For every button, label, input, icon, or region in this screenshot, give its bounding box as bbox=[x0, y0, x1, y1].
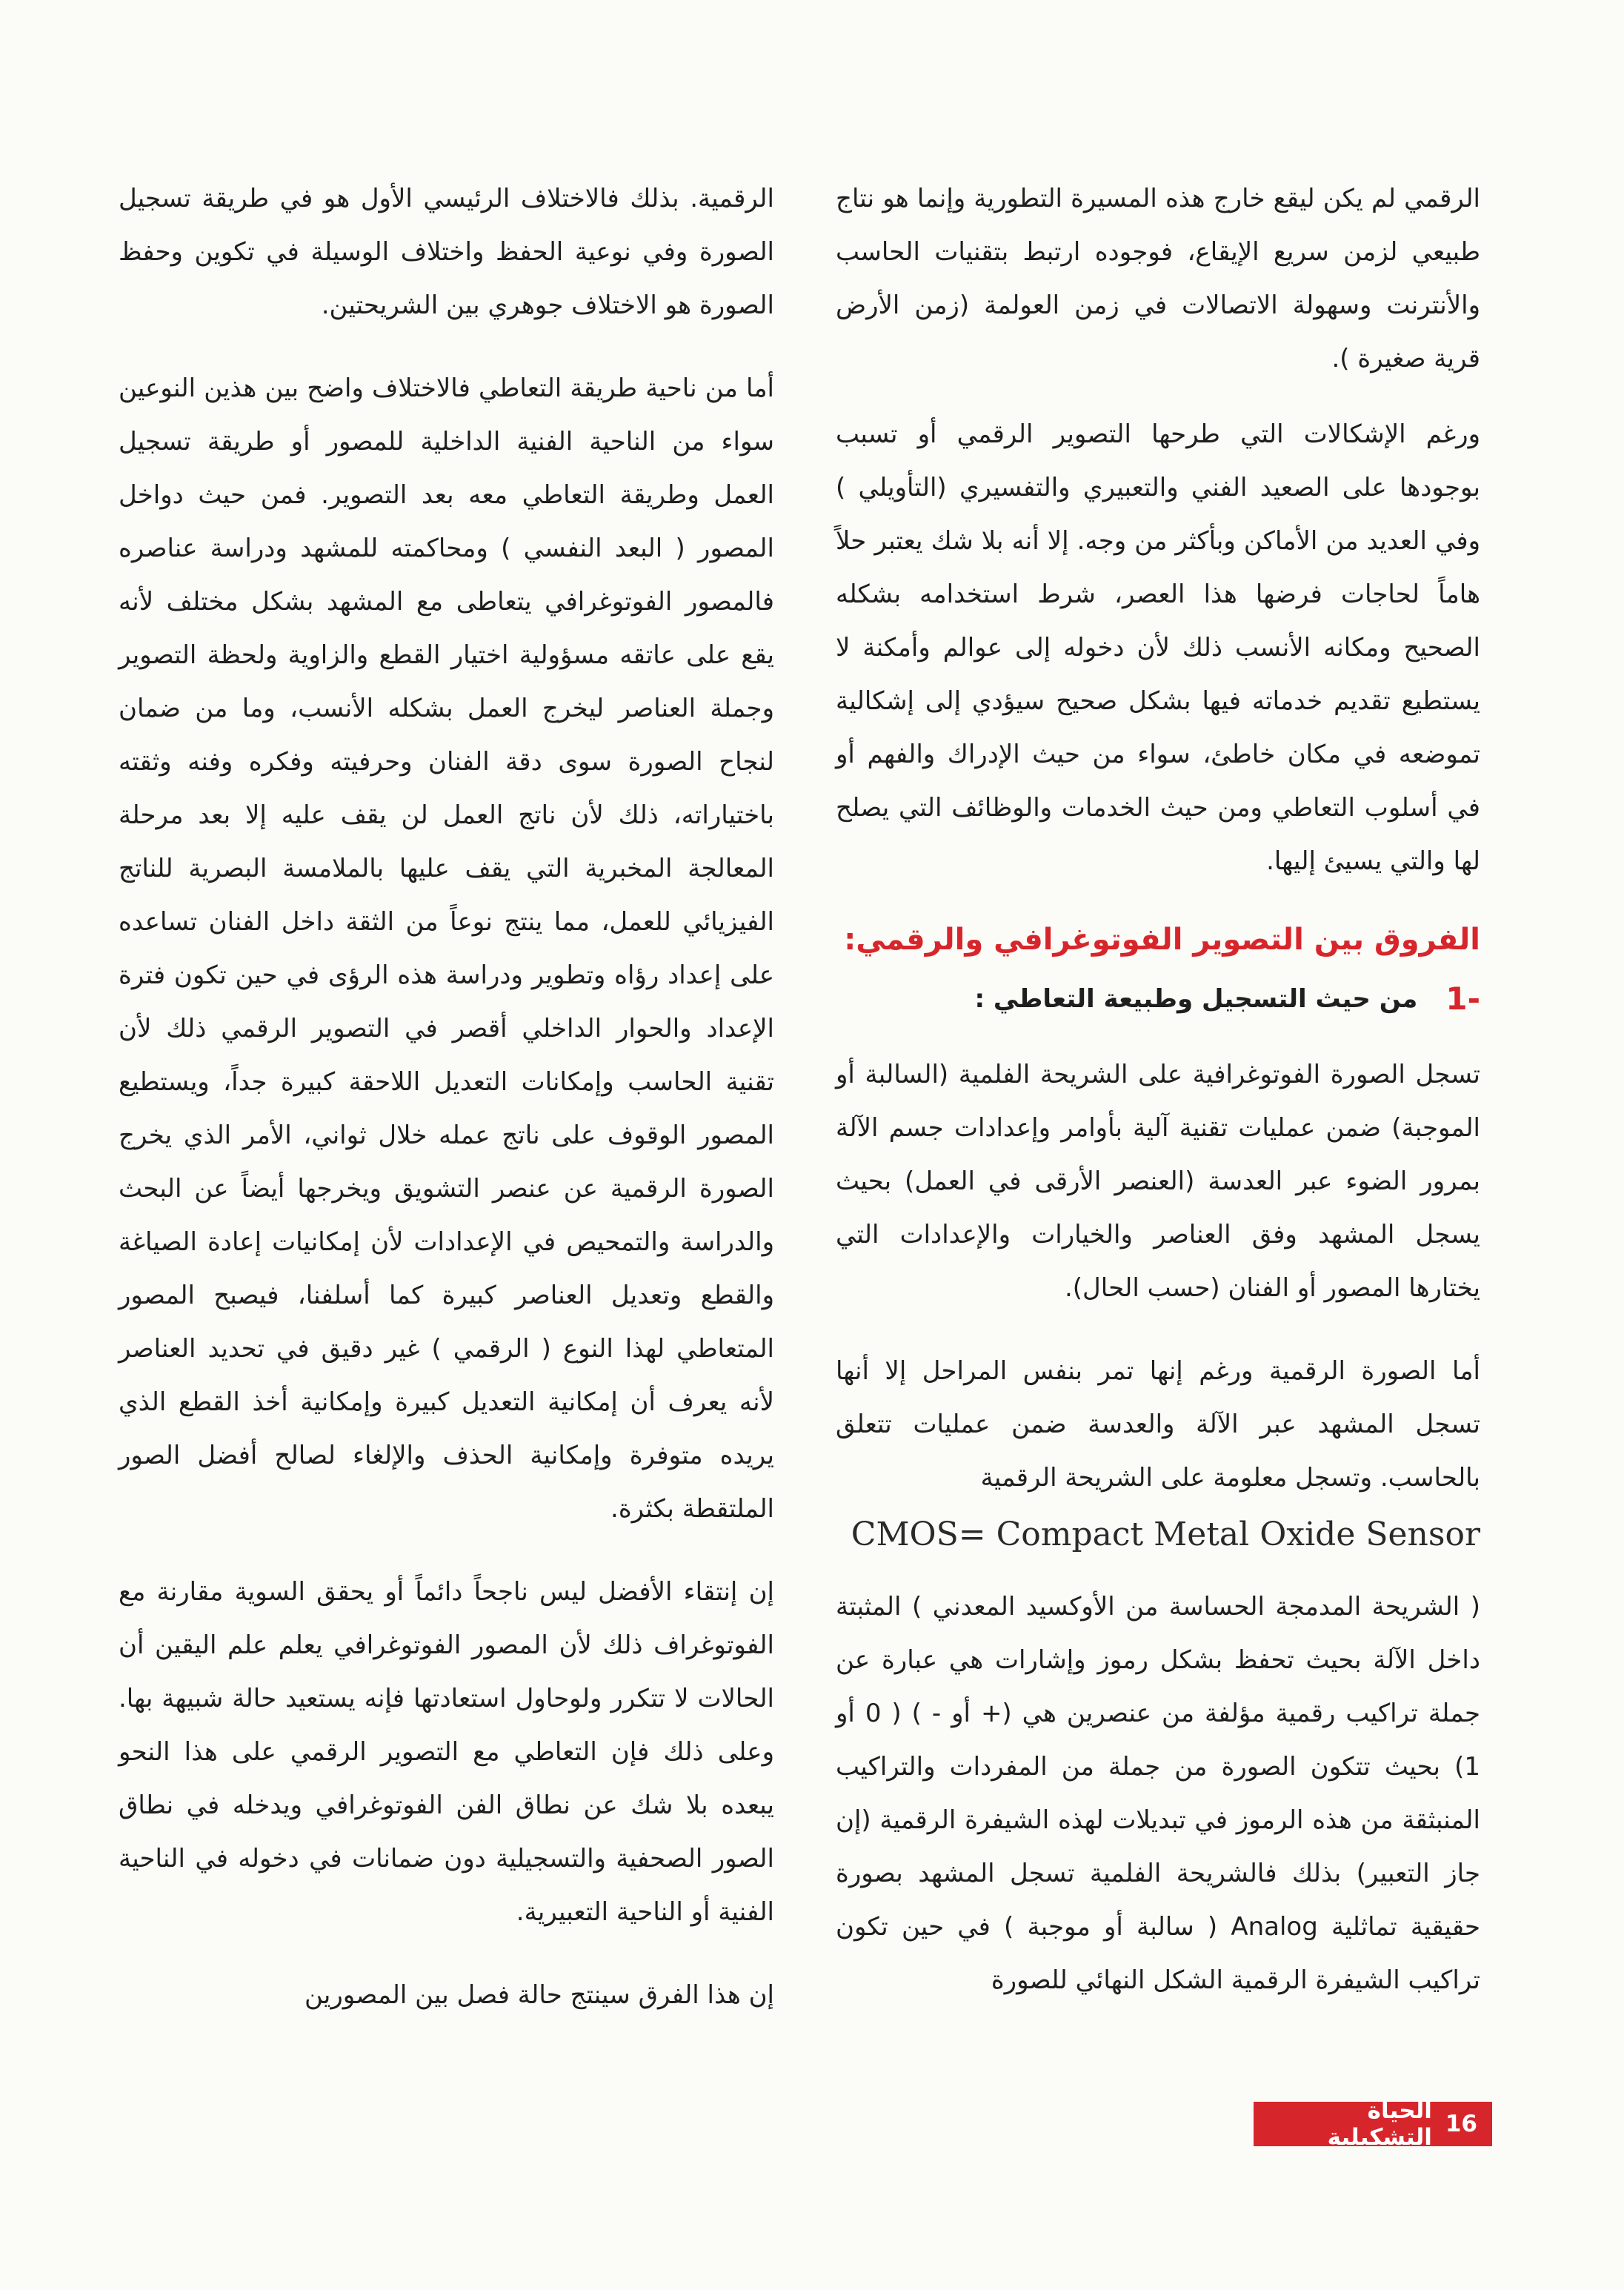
paragraph: أما الصورة الرقمية ورغم إنها تمر بنفس المراحل إلا أنها تسجل المشهد عبر الآلة والعدسة ضمن عمليات تتعلق بالحاسب. وتسجل معلومة على الشريحة الرقمية bbox=[836, 1356, 1480, 1493]
paragraph: أما من ناحية طريقة التعاطي فالاختلاف واضح بين هذين النوعين سواء من الناحية الفنية الداخلية للمصور أو طريقة تسجيل العمل وطريقة التعاطي معه بعد التصوير. فمن حيث دواخل المصور ( البعد النفسي ) ومحاكمته للمشهد ودراسة عناصره فالمصور الفوتوغرافي يتعاطى مع المشهد بشكل مختلف لأنه يقع على عاتقه مسؤولية اختيار القطع والزاوية ولحظة التصوير وجملة العناصر ليخرج العمل بشكله الأنسب، وما من ضمان لنجاح الصورة سوى دقة الفنان وحرفيته وفكره وفنه وثقته باختياراته، ذلك لأن ناتج العمل لن يقف عليه إلا بعد مرحلة المعالجة المخبرية التي يقف عليها بالملامسة البصرية للناتج الفيزيائي للعمل، مما ينتج نوعاً من الثقة داخل الفنان تساعده على إعداد رؤاه وتطوير ودراسة هذه الرؤى في حين تكون فترة الإعداد والحوار الداخلي أقصر في التصوير الرقمي ذلك لأن تقنية الحاسب وإمكانات التعديل اللاحقة كبيرة جداً، ويستطيع المصور الوقوف على ناتج عمله خلال ثواني، الأمر الذي يخرج الصورة الرقمية عن عنصر التشويق ويخرجها أيضاً عن البحث والدراسة والتمحيص في الإعدادات لأن إمكانيات إعادة الصياغة والقطع وتعديل العناصر كبيرة كما أسلفنا، فيصبح المصور المتعاطي لهذا النوع ( الرقمي ) غير دقيق في تحديد العناصر لأنه يعرف أن إمكانية التعديل كبيرة وإمكانية أخذ القطع الذي يريده متوفرة وإمكانية الحذف والإلغاء لصالح أفضل الصور الملتقطة بكثرة. bbox=[119, 374, 774, 1524]
subheading-text: من حيث التسجيل وطبيعة التعاطي : bbox=[974, 984, 1418, 1014]
paragraph: إن هذا الفرق سينتج حالة فصل بين المصورين bbox=[304, 1980, 774, 2010]
section-heading: الفروق بين التصوير الفوتوغرافي والرقمي: bbox=[844, 923, 1480, 957]
paragraph: الرقمي لم يكن ليقع خارج هذه المسيرة التطورية وإنما هو نتاج طبيعي لزمن سريع الإيقاع، فوجوده ارتبط بتقنيات الحاسب والأنترنت وسهولة الاتصالات في زمن العولمة (زمن الأرض قرية صغيرة ). bbox=[836, 184, 1480, 374]
paragraph: ( الشريحة المدمجة الحساسة من الأوكسيد المعدني ) المثبتة داخل الآلة بحيث تحفظ بشكل رموز وإشارات هي عبارة عن جملة تراكيب رقمية مؤلفة من عنصرين هي (+ أو - ) ( 0 أو 1) بحيث تتكون الصورة من جملة من المفردات والتراكيب المنبثقة من هذه الرموز في تبديلات لهذه الشيفرة الرقمية (إن جاز التعبير) بذلك فالشريحة الفلمية تسجل المشهد بصورة حقيقية تماثلية Analog ( سالبة أو موجبة ) في حين تكون تراكيب الشيفرة الرقمية الشكل النهائي للصورة bbox=[836, 1592, 1480, 1995]
page-footer-tab bbox=[1254, 2097, 1492, 2151]
subheading bbox=[836, 972, 1480, 1026]
article-column-left bbox=[119, 172, 774, 2051]
paragraph: تسجل الصورة الفوتوغرافية على الشريحة الفلمية (السالبة أو الموجبة) ضمن عمليات تقنية آلية بأوامر وإعدادات جسم الآلة بمرور الضوء عبر العدسة (العنصر الأرقى في العمل) بحيث يسجل المشهد وفق العناصر والخيارات والإعدادات التي يختارها المصور أو الفنان (حسب الحال). bbox=[836, 1060, 1480, 1303]
magazine-title: الحياة التشكيلية bbox=[1327, 2097, 1432, 2151]
paragraph: الرقمية. بذلك فالاختلاف الرئيسي الأول هو في طريقة تسجيل الصورة وفي نوعية الحفظ واختلاف الوسيلة في تكوين وحفظ الصورة هو الاختلاف جوهري بين الشريحتين. bbox=[119, 184, 774, 320]
subheading-number: 1- bbox=[1445, 980, 1480, 1017]
paragraph: إن إنتقاء الأفضل ليس ناجحاً دائماً أو يحقق السوية مقارنة مع الفوتوغراف ذلك لأن المصور الفوتوغرافي يعلم علم اليقين أن الحالات لا تتكرر ولوحاول استعادتها فإنه يستعيد حالة شبيهة بها. وعلى ذلك فإن التعاطي مع التصوير الرقمي على هذا النحو يبعده بلا شك عن نطاق الفن الفوتوغرافي ويدخله في نطاق الصور الصحفية والتسجيلية دون ضمانات في دخوله في الناحية الفنية أو الناحية التعبيرية. bbox=[119, 1577, 774, 1927]
page-number: 16 bbox=[1445, 2111, 1477, 2137]
article-column-right bbox=[836, 172, 1480, 2037]
paragraph: ورغم الإشكالات التي طرحها التصوير الرقمي أو تسبب بوجودها على الصعيد الفني والتعبيري والتفسيري (التأويلي ) وفي العديد من الأماكن وبأكثر من وجه. إلا أنه بلا شك يعتبر حلاً هاماً لحاجات فرضها هذا العصر، شرط استخدامه بشكله الصحيح ومكانه الأنسب ذلك لأن دخوله إلى عوالم وأمكنة لا يستطيع تقديم خدماته فيها بشكل صحيح سيؤدي إلى إشكالية تموضعه في مكان خاطئ، سواء من حيث الإدراك والفهم أو في أسلوب التعاطي ومن حيث الخدمات والوظائف التي يصلح لها والتي يسيئ إليها. bbox=[836, 419, 1480, 876]
cmos-definition: CMOS= Compact Metal Oxide Sensor bbox=[851, 1516, 1480, 1553]
